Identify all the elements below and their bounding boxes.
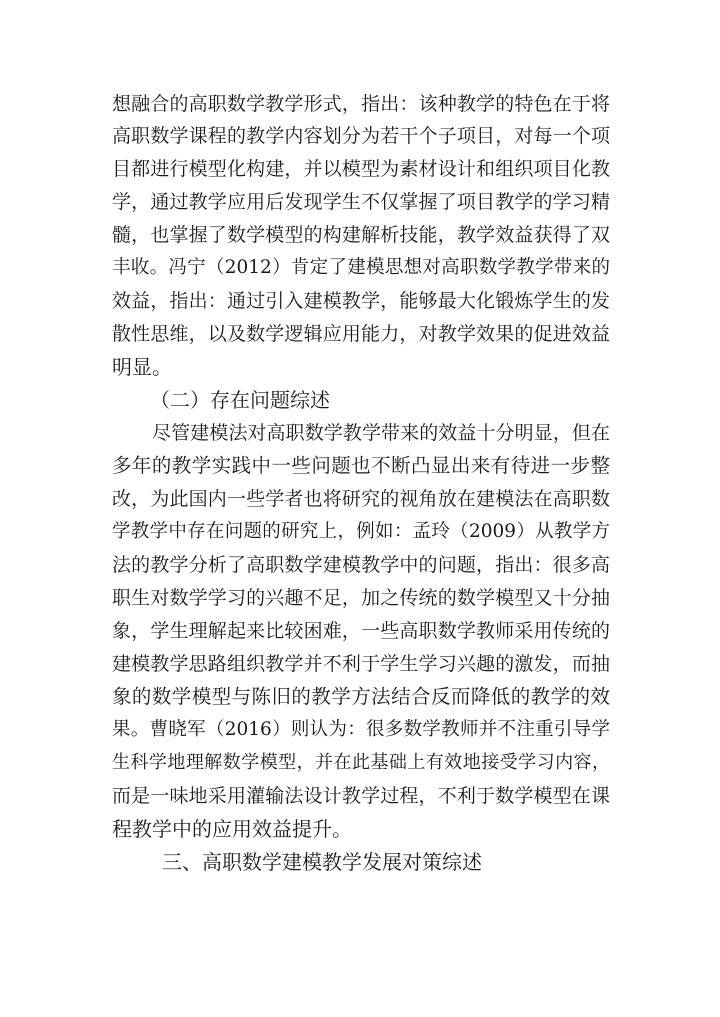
- paragraph2-line: 果。曹晓军（2016）则认为：很多数学教师并不注重引导学: [112, 719, 610, 740]
- paragraph1-line: 髓，也掌握了数学模型的构建解析技能，教学效益获得了双: [112, 224, 610, 246]
- paragraph2-line: 建模教学思路组织教学并不利于学生学习兴趣的激发，而抽: [112, 653, 610, 675]
- paragraph2-line: 学教学中存在问题的研究上，例如：孟玲（2009）从教学方: [112, 521, 610, 542]
- paragraph1-line: 明显。: [112, 355, 172, 379]
- paragraph2-line: 职生对数学学习的兴趣不足，加之传统的数学模型又十分抽: [112, 587, 610, 609]
- paragraph1-line: 学，通过教学应用后发现学生不仅掌握了项目教学的学习精: [112, 191, 610, 213]
- paragraph2-line: 程教学中的应用效益提升。: [112, 817, 352, 841]
- section2-heading: （二）存在问题综述: [150, 388, 330, 412]
- paragraph2-line: 多年的教学实践中一些问题也不断凸显出来有待进一步整: [112, 454, 610, 477]
- paragraph1-line: 高职数学课程的教学内容划分为若干个子项目，对每一个项: [112, 125, 610, 147]
- paragraph1-line: 想融合的高职数学教学形式，指出：该种教学的特色在于将: [112, 93, 610, 115]
- paragraph2-line: 象，学生理解起来比较困难，一些高职数学教师采用传统的: [112, 620, 610, 642]
- section3-heading: 三、高职数学建模教学发展对策综述: [162, 850, 482, 874]
- paragraph1-line: 散性思维，以及数学逻辑应用能力，对教学效果的促进效益: [112, 323, 610, 345]
- paragraph2-line: 生科学地理解数学模型，并在此基础上有效地接受学习内容，: [112, 752, 610, 773]
- paragraph2-line: 改，为此国内一些学者也将研究的视角放在建模法在高职数: [112, 488, 610, 510]
- paragraph2-line: 而是一味地采用灌输法设计教学过程，不利于数学模型在课: [112, 785, 610, 807]
- paragraph1-line: 目都进行模型化构建，并以模型为素材设计和组织项目化教: [112, 158, 610, 180]
- paragraph1-line: 效益，指出：通过引入建模教学，能够最大化锻炼学生的发: [112, 290, 610, 312]
- paragraph2-line: 尽管建模法对高职数学教学带来的效益十分明显，但在: [152, 422, 610, 444]
- paragraph2-line: 象的数学模型与陈旧的教学方法结合反而降低的教学的效: [112, 685, 610, 708]
- paragraph2-line: 法的教学分析了高职数学建模教学中的问题，指出：很多高: [112, 554, 610, 576]
- paragraph1-line: 丰收。冯宁（2012）肯定了建模思想对高职数学教学带来的: [112, 257, 610, 278]
